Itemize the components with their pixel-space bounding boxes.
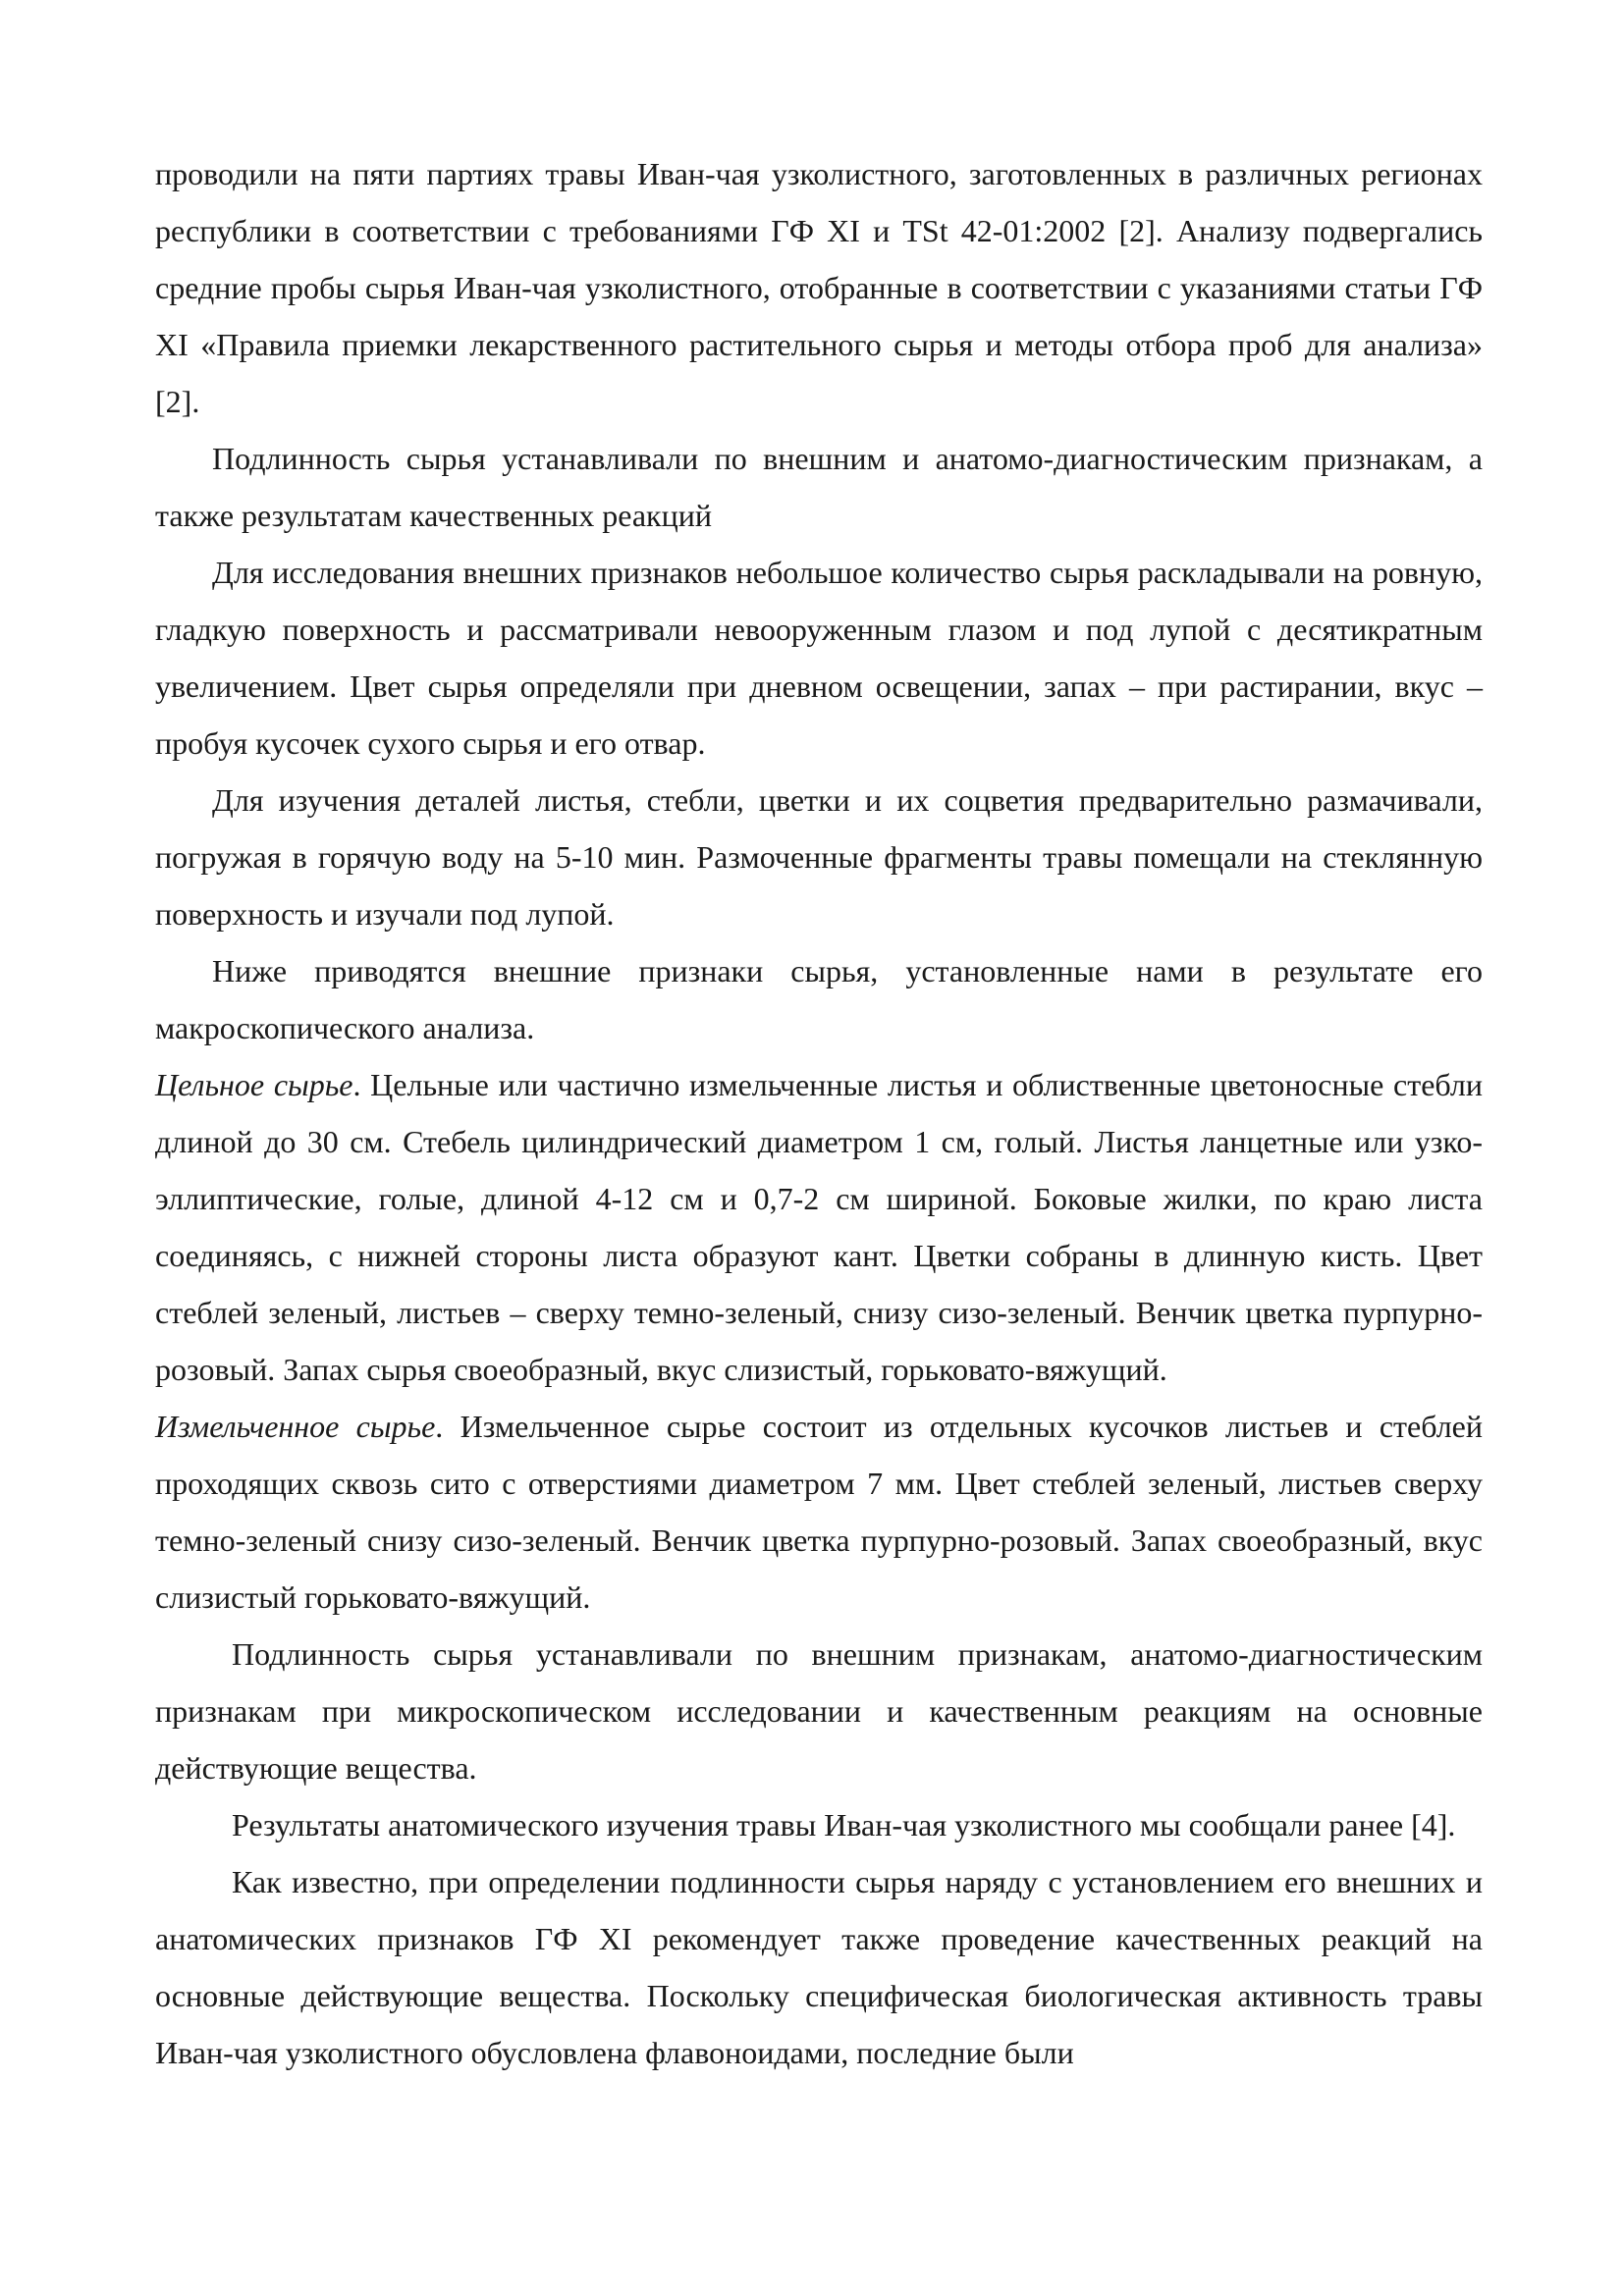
paragraph-text: . Цельные или частично измельченные листья и облиственные цветоносные стебли длиной до 30 см. Стебель цилиндрический диаметром 1 см, голый. Листья ланцетные или узко-эллиптические, голые, длиной 4-12 см и 0,7-2 см шириной. Боковые жилки, по краю листа соединяясь, с нижней стороны листа образуют кант. Цветки собраны в длинную кисть. Цвет стеблей зеленый, листьев – сверху темно-зеленый, снизу сизо-зеленый. Венчик цветка пурпурно-розовый. Запах сырья своеобразный, вкус слизистый, горьковато-вяжущий.: [155, 1067, 1484, 1387]
document-page: [155, 145, 1483, 2081]
paragraph-text: Для исследования внешних признаков небольшое количество сырья раскладывали на ровную, гладкую поверхность и рассматривали невооруженным глазом и под лупой с десятикратным увеличением. Цвет сырья определяли при дневном освещении, запах – при растирании, вкус – пробуя кусочек сухого сырья и его отвар.: [155, 555, 1483, 761]
paragraph-lead-italic: Измельченное сырье: [155, 1409, 436, 1444]
paragraph-crushed-raw-material: [155, 1398, 1483, 1626]
paragraph-authenticity-summary: [155, 1626, 1483, 1796]
paragraph-text: проводили на пяти партиях травы Иван-чая узколистного, заготовленных в различных регионах республики в соответствии с требованиями ГФ XI и TSt 42-01:2002 [2]. Анализу подвергались средние пробы сырья Иван-чая узколистного, отобранные в соответствии с указаниями статьи ГФ XI «Правила приемки лекарственного растительного сырья и методы отбора проб для анализа» [2].: [155, 156, 1483, 419]
paragraph-text: Результаты анатомического изучения травы Иван-чая узколистного мы сообщали ранее [4].: [232, 1807, 1456, 1842]
paragraph-text: Как известно, при определении подлинности сырья наряду с установлением его внешних и анатомических признаков ГФ XI рекомендует также проведение качественных реакций на основные действующие вещества. Поскольку специфическая биологическая активность травы Иван-чая узколистного обусловлена флавоноидами, последние были: [155, 1864, 1483, 2070]
paragraph-intro: [155, 145, 1483, 430]
paragraph-text: Подлинность сырья устанавливали по внешним и анатомо-диагностическим признакам, а также результатам качественных реакций: [155, 441, 1483, 533]
paragraph-text: Для изучения деталей листья, стебли, цветки и их соцветия предварительно размачивали, погружая в горячую воду на 5-10 мин. Размоченные фрагменты травы помещали на стеклянную поверхность и изучали под лупой.: [155, 782, 1483, 932]
paragraph-whole-raw-material: [155, 1056, 1483, 1398]
paragraph-text: Ниже приводятся внешние признаки сырья, установленные нами в результате его макроскопического анализа.: [155, 953, 1483, 1045]
paragraph-external-signs-method: [155, 544, 1483, 772]
paragraph-text: Подлинность сырья устанавливали по внешним признакам, анатомо-диагностическим признакам при микроскопическом исследовании и качественным реакциям на основные действующие вещества.: [155, 1636, 1483, 1786]
paragraph-text: . Измельченное сырье состоит из отдельных кусочков листьев и стеблей проходящих сквозь сито с отверстиями диаметром 7 мм. Цвет стеблей зеленый, листьев сверху темно-зеленый снизу сизо-зеленый. Венчик цветка пурпурно-розовый. Запах своеобразный, вкус слизистый горьковато-вяжущий.: [155, 1409, 1483, 1615]
paragraph-qualitative-reactions: [155, 1853, 1483, 2081]
paragraph-lead-italic: Цельное сырье: [155, 1067, 353, 1102]
paragraph-anatomical-results: [155, 1796, 1483, 1853]
paragraph-details-study: [155, 772, 1483, 942]
paragraph-authenticity-intro: [155, 430, 1483, 544]
paragraph-external-signs-intro: [155, 942, 1483, 1056]
